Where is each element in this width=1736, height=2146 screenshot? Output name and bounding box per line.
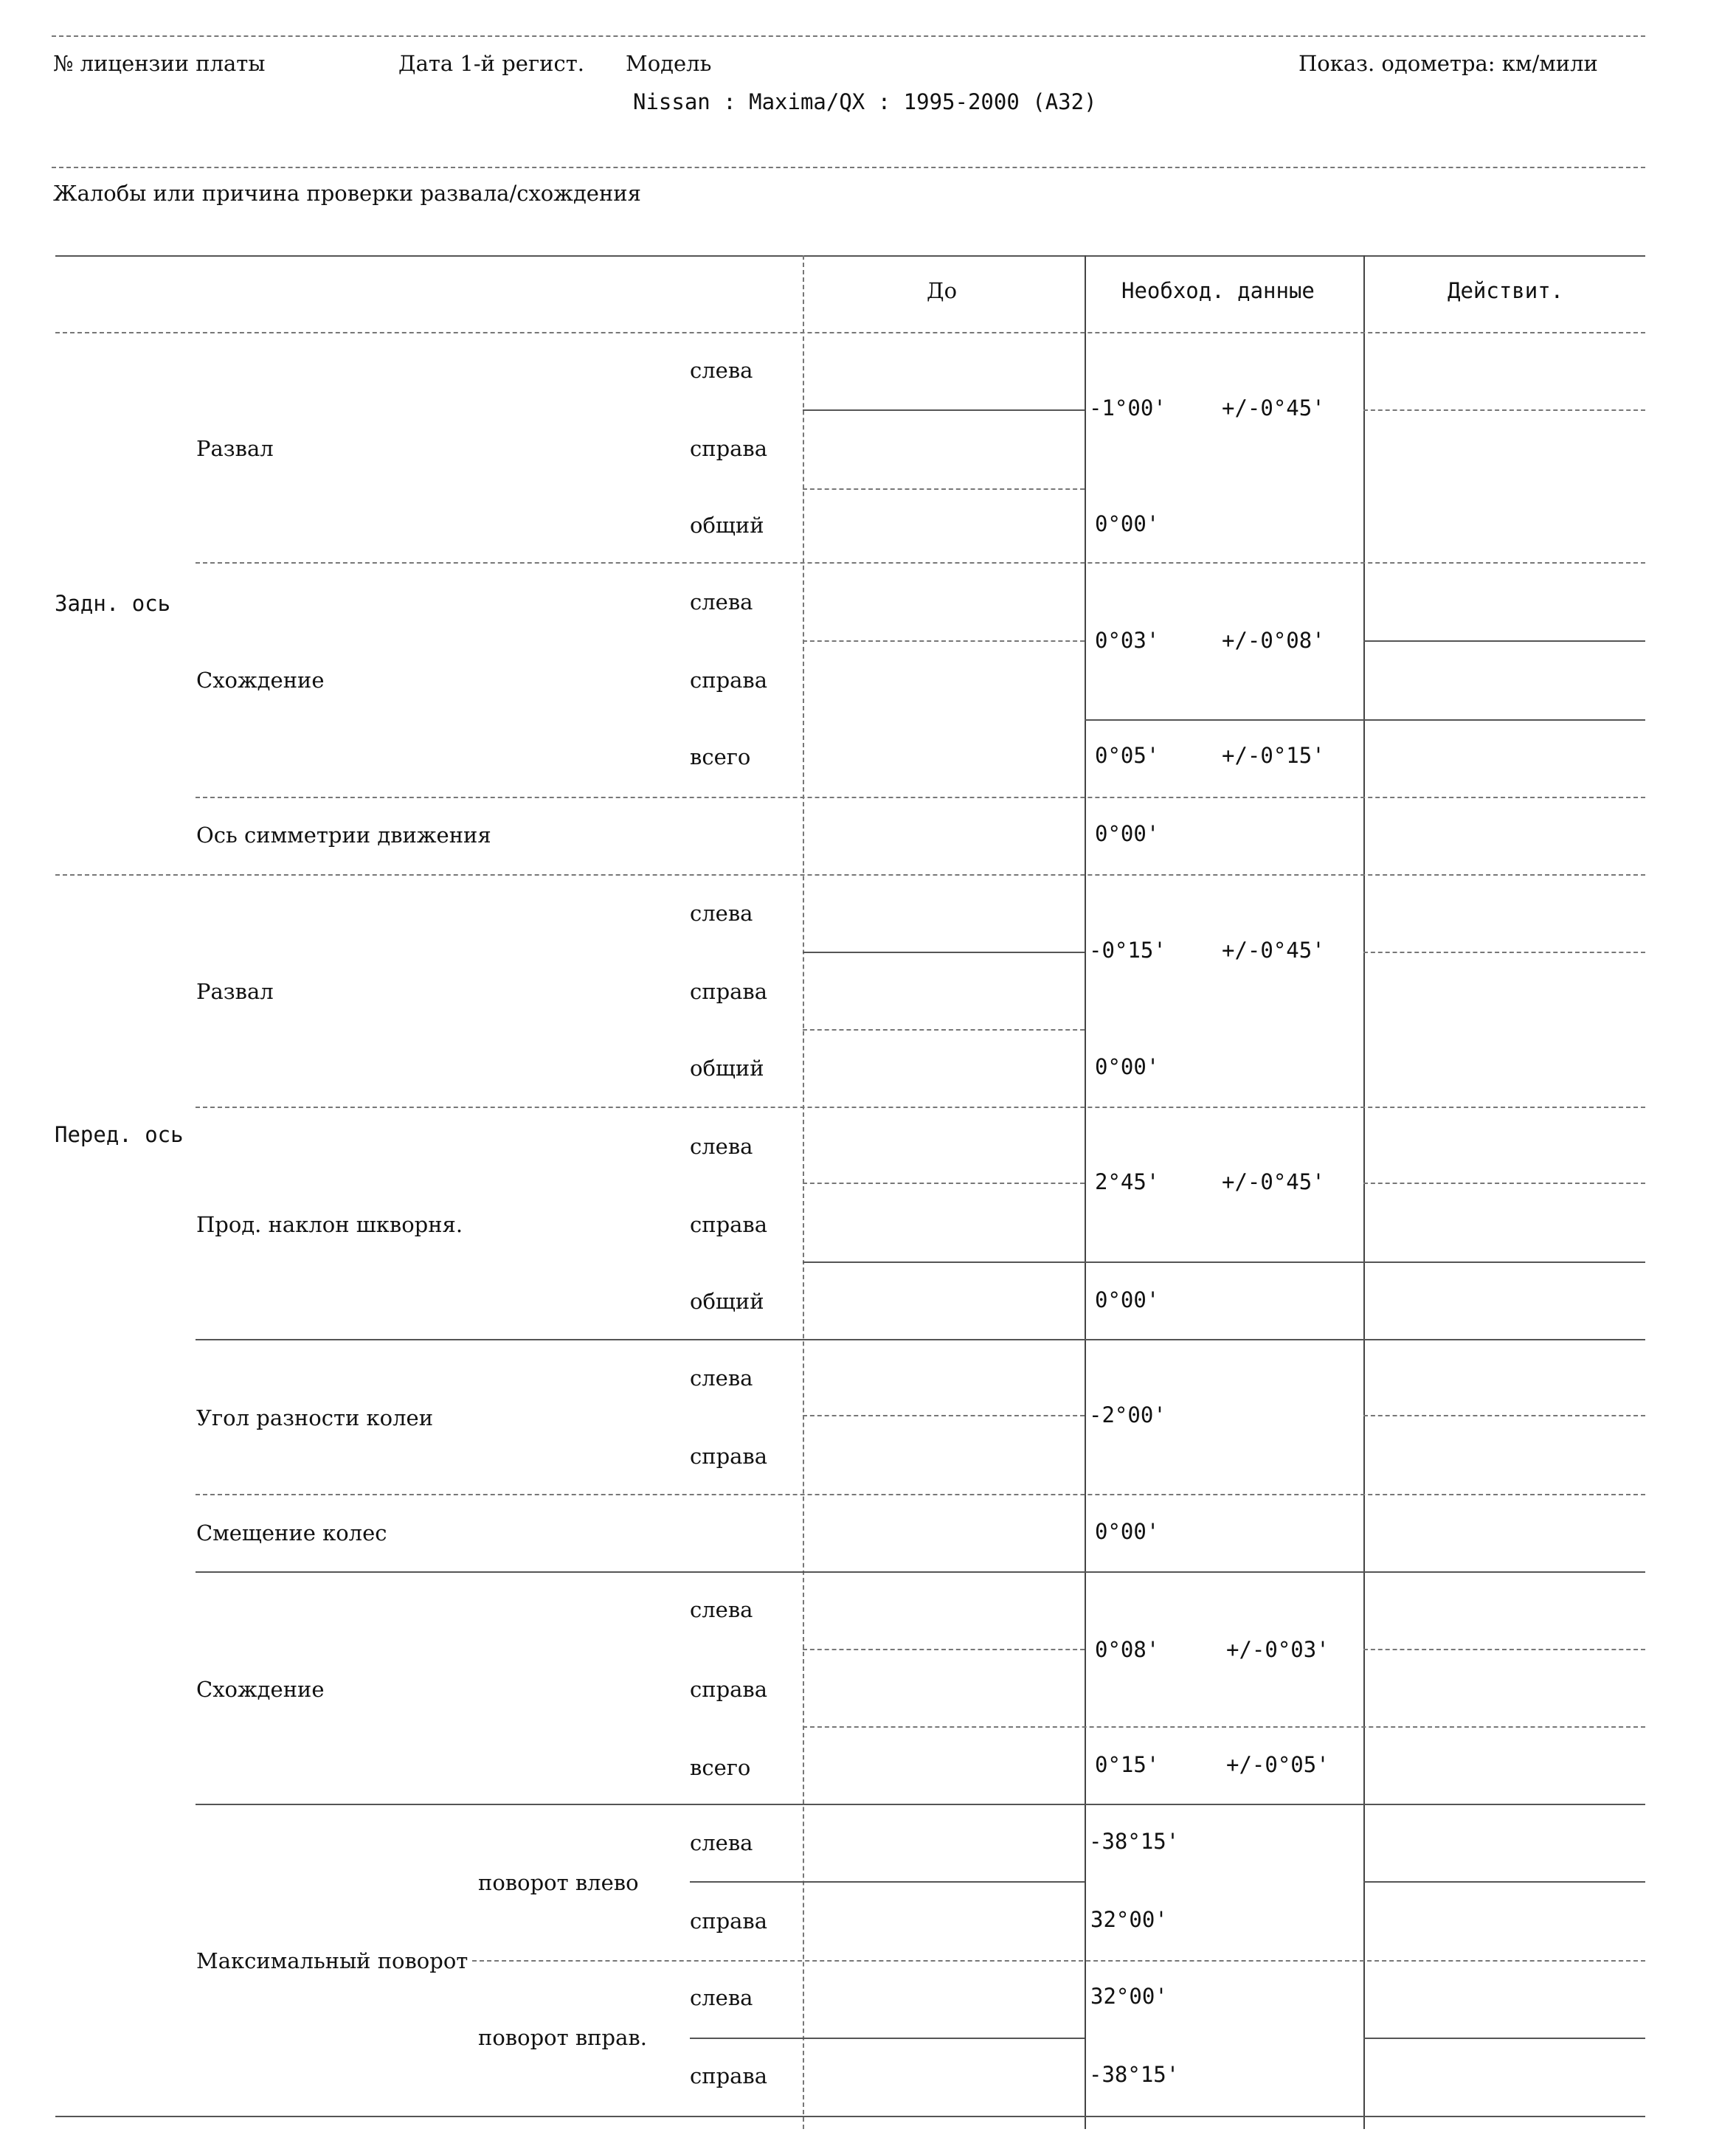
caster-before-divider bbox=[803, 1183, 1085, 1184]
front-camber-before-divider bbox=[803, 952, 1085, 953]
front-toe-total-value: 0°15' bbox=[1095, 1752, 1160, 1777]
caster-total-divider bbox=[803, 1261, 1645, 1263]
turn-right-actual-divider bbox=[1363, 2038, 1645, 2039]
front-camber-bottom-rule bbox=[196, 1107, 1645, 1108]
toe-out-before-divider bbox=[803, 1415, 1085, 1416]
caster-actual-divider bbox=[1363, 1183, 1645, 1184]
toe-out-bottom-rule bbox=[196, 1494, 1645, 1495]
toe-out-value: -2°00' bbox=[1089, 1402, 1166, 1427]
rear-camber-lr-total-divider bbox=[803, 488, 1085, 490]
turn-left-before-divider bbox=[690, 1881, 1085, 1883]
rear-camber-total-value: 0°00' bbox=[1095, 511, 1160, 536]
top-rule bbox=[52, 35, 1645, 37]
rear-toe-before-divider bbox=[803, 640, 1085, 642]
caster-bottom-rule bbox=[196, 1339, 1645, 1340]
column-header-required: Необход. данные bbox=[1121, 278, 1315, 303]
front-toe-actual-divider bbox=[1363, 1649, 1645, 1650]
vehicle-model: Nissan : Maxima/QX : 1995-2000 (A32) bbox=[633, 89, 1097, 114]
toe-out-actual-divider bbox=[1363, 1415, 1645, 1416]
column-header-before: До bbox=[927, 278, 958, 303]
table-bottom-rule bbox=[55, 2116, 1645, 2117]
model-label: Модель bbox=[626, 51, 712, 76]
thrust-angle-value: 0°00' bbox=[1095, 821, 1160, 846]
rear-toe-label: Схождение bbox=[196, 668, 325, 693]
turn-right-before-divider bbox=[690, 2038, 1085, 2039]
rear-toe-actual-divider bbox=[1363, 640, 1645, 642]
turn-left-right-value: 32°00' bbox=[1090, 1907, 1168, 1932]
rear-toe-right: справа bbox=[690, 668, 768, 693]
front-toe-tolerance: +/-0°03' bbox=[1226, 1637, 1329, 1662]
axle-divider-rule bbox=[55, 874, 1645, 876]
rear-camber-value: -1°00' bbox=[1089, 395, 1166, 420]
rear-toe-total-divider bbox=[1085, 719, 1645, 721]
turn-left-actual-divider bbox=[1363, 1881, 1645, 1883]
caster-value: 2°45' bbox=[1095, 1169, 1160, 1194]
column-header-actual: Действит. bbox=[1448, 278, 1564, 303]
front-camber-total-value: 0°00' bbox=[1095, 1054, 1160, 1079]
front-camber-total: общий bbox=[690, 1056, 764, 1081]
setback-label: Смещение колес bbox=[196, 1520, 387, 1546]
first-registration-label: Дата 1-й регист. bbox=[398, 51, 584, 76]
front-toe-total-divider bbox=[803, 1726, 1645, 1728]
caster-total: общий bbox=[690, 1289, 764, 1314]
turn-left-left-value: -38°15' bbox=[1089, 1829, 1180, 1854]
column-divider-before bbox=[803, 255, 804, 2129]
caster-left: слева bbox=[690, 1134, 753, 1159]
rear-toe-total: всего bbox=[690, 744, 751, 769]
rear-camber-label: Развал bbox=[196, 436, 274, 461]
setback-value: 0°00' bbox=[1095, 1519, 1160, 1544]
front-toe-total: всего bbox=[690, 1755, 751, 1780]
front-toe-bottom-rule bbox=[196, 1804, 1645, 1805]
column-divider-required bbox=[1085, 255, 1086, 2129]
max-turn-label: Максимальный поворот bbox=[196, 1948, 468, 1973]
rear-camber-left: слева bbox=[690, 358, 753, 383]
complaints-label: Жалобы или причина проверки развала/схождения bbox=[53, 181, 641, 206]
header-rule bbox=[52, 167, 1645, 168]
front-camber-right: справа bbox=[690, 979, 768, 1004]
front-toe-total-tolerance: +/-0°05' bbox=[1226, 1752, 1329, 1777]
column-divider-actual bbox=[1363, 255, 1365, 2129]
rear-toe-left: слева bbox=[690, 589, 753, 615]
turn-right-right-value: -38°15' bbox=[1089, 2062, 1180, 2087]
rear-camber-before-divider bbox=[803, 409, 1085, 411]
front-camber-lr-total-divider bbox=[803, 1029, 1085, 1031]
caster-right: справа bbox=[690, 1212, 768, 1237]
front-camber-label: Развал bbox=[196, 979, 274, 1004]
caster-label: Прод. наклон шкворня. bbox=[196, 1212, 463, 1237]
front-camber-actual-divider bbox=[1363, 952, 1645, 953]
front-camber-value: -0°15' bbox=[1089, 938, 1166, 963]
rear-toe-value: 0°03' bbox=[1095, 628, 1160, 653]
rear-toe-total-tolerance: +/-0°15' bbox=[1222, 743, 1325, 768]
rear-camber-tolerance: +/-0°45' bbox=[1222, 395, 1325, 420]
rear-camber-actual-divider bbox=[1363, 409, 1645, 411]
rear-camber-right: справа bbox=[690, 436, 768, 461]
table-top-rule bbox=[55, 255, 1645, 257]
front-toe-before-divider bbox=[803, 1649, 1085, 1650]
turn-left-right: справа bbox=[690, 1908, 768, 1934]
front-camber-left: слева bbox=[690, 901, 753, 926]
odometer-label: Показ. одометра: км/мили bbox=[1298, 51, 1598, 76]
toe-out-right: справа bbox=[690, 1444, 768, 1469]
turn-left-label: поворот влево bbox=[478, 1870, 639, 1895]
toe-out-label: Угол разности колеи bbox=[196, 1405, 434, 1430]
turn-left-left: слева bbox=[690, 1830, 753, 1855]
toe-out-left: слева bbox=[690, 1366, 753, 1391]
caster-total-value: 0°00' bbox=[1095, 1287, 1160, 1312]
front-toe-right: справа bbox=[690, 1677, 768, 1702]
max-turn-mid-rule bbox=[472, 1960, 1645, 1962]
rear-toe-tolerance: +/-0°08' bbox=[1222, 628, 1325, 653]
front-toe-value: 0°08' bbox=[1095, 1637, 1160, 1662]
front-toe-label: Схождение bbox=[196, 1677, 325, 1702]
turn-right-left: слева bbox=[690, 1985, 753, 2010]
front-toe-left: слева bbox=[690, 1597, 753, 1622]
turn-right-right: справа bbox=[690, 2063, 768, 2088]
column-header-rule bbox=[55, 332, 1645, 333]
caster-tolerance: +/-0°45' bbox=[1222, 1169, 1325, 1194]
rear-toe-total-value: 0°05' bbox=[1095, 743, 1160, 768]
turn-right-left-value: 32°00' bbox=[1090, 1984, 1168, 2009]
rear-camber-bottom-rule bbox=[196, 562, 1645, 564]
turn-right-label: поворот вправ. bbox=[478, 2025, 647, 2050]
rear-camber-total: общий bbox=[690, 513, 764, 538]
rear-axle-label: Задн. ось bbox=[55, 591, 171, 616]
front-camber-tolerance: +/-0°45' bbox=[1222, 938, 1325, 963]
front-axle-label: Перед. ось bbox=[55, 1122, 184, 1147]
plate-number-label: № лицензии платы bbox=[53, 51, 266, 76]
thrust-angle-label: Ось симметрии движения bbox=[196, 823, 491, 848]
setback-bottom-rule bbox=[196, 1571, 1645, 1573]
rear-toe-bottom-rule bbox=[196, 797, 1645, 798]
